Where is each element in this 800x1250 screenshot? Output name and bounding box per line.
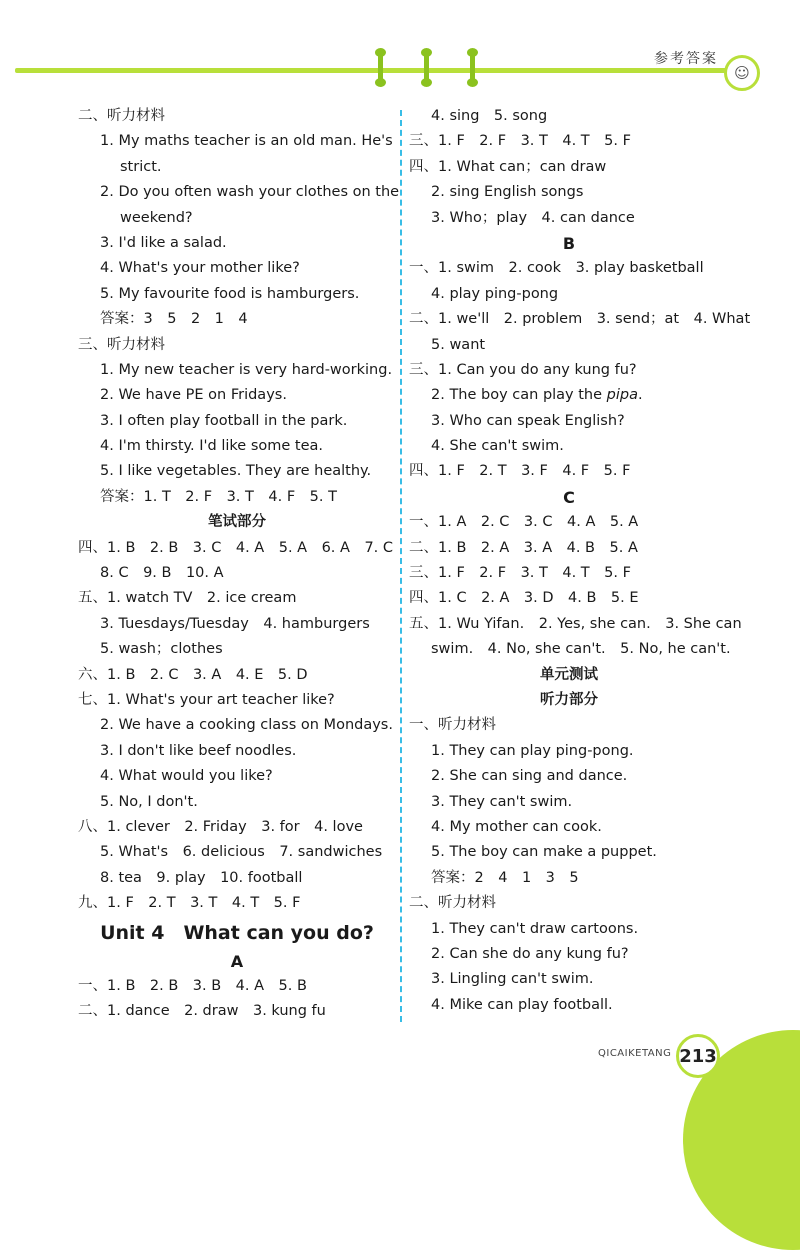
page-number: 213 [676,1034,720,1078]
answer-line: 5. No, I don't. [100,793,198,810]
answer-line: 4. play ping-pong [431,285,559,302]
answer-line: weekend? [120,209,193,226]
answer-key: 答案：2 4 1 3 5 [431,869,579,886]
section-title: 笔试部分 [208,514,266,531]
answer-line: 3. Lingling can't swim. [431,971,594,988]
footer-brand: QICAIKETANG [598,1048,672,1059]
answer-line: 二、1. dance 2. draw 3. kung fu [78,1003,326,1020]
answer-line: 1. My new teacher is very hard-working. [100,361,393,378]
answer-line: 3. Tuesdays/Tuesday 4. hamburgers [100,615,370,632]
answer-line: 5. What's 6. delicious 7. sandwiches [100,844,383,861]
left-column [78,104,400,1025]
answer-line: 3. I don't like beef noodles. [100,742,297,759]
answer-line: 5. wash；clothes [100,641,223,658]
answer-line: 8. tea 9. play 10. football [100,869,303,886]
answer-line: 2. sing English songs [431,184,584,201]
answer-line: 3. Who；play 4. can dance [431,209,635,226]
column-divider [400,110,402,1022]
answer-line: 3. Who can speak English? [431,412,625,429]
answer-line: 4. Mike can play football. [431,996,613,1013]
section-title: 单元测试 [540,666,598,683]
answer-line: 一、1. B 2. B 3. B 4. A 5. B [78,977,307,994]
section-heading: 三、听力材料 [78,336,165,353]
answer-text: . [638,387,643,404]
answer-line: 5. The boy can make a puppet. [431,844,657,861]
section-heading: 二、听力材料 [409,895,496,912]
answer-line: 四、1. C 2. A 3. D 4. B 5. E [409,590,639,607]
answer-line: 5. My favourite food is hamburgers. [100,285,360,302]
answer-line: 三、1. Can you do any kung fu? [409,361,637,378]
answer-line: 二、1. we'll 2. problem 3. send；at 4. What [409,311,751,328]
answer-line: strict. [120,158,162,175]
answer-line [409,383,729,408]
section-subtitle: 听力部分 [540,691,598,708]
answer-line: 2. She can sing and dance. [431,768,628,785]
answer-line: 2. Can she do any kung fu? [431,945,629,962]
answer-line: 2. We have PE on Fridays. [100,387,287,404]
answer-line: swim. 4. No, she can't. 5. No, he can't. [431,641,731,658]
answer-line: 8. C 9. B 10. A [100,565,224,582]
answer-text: 2. The boy can play the [431,387,607,404]
binder-peg-icon [378,50,383,84]
section-letter: C [563,487,575,507]
section-letter: A [230,951,244,971]
answer-line: 3. I often play football in the park. [100,412,348,429]
answer-line: 六、1. B 2. C 3. A 4. E 5. D [78,666,308,683]
answer-line: 三、1. F 2. F 3. T 4. T 5. F [409,565,631,582]
answer-line: 四、1. What can；can draw [409,158,607,175]
answer-line: 2. Do you often wash your clothes on the [100,184,400,201]
answer-line: 五、1. Wu Yifan. 2. Yes, she can. 3. She can [409,615,742,632]
answer-line: 四、1. F 2. T 3. F 4. F 5. F [409,463,631,480]
mascot-icon: ☺ [724,55,760,91]
answer-line: 4. I'm thirsty. I'd like some tea. [100,438,324,455]
answer-line: 七、1. What's your art teacher like? [78,691,335,708]
answer-line: 1. They can't draw cartoons. [431,920,639,937]
answer-line: 二、1. B 2. A 3. A 4. B 5. A [409,539,638,556]
answer-key: 答案：3 5 2 1 4 [100,311,248,328]
unit-title: Unit 4 What can you do? [100,921,374,944]
answer-line: 4. My mother can cook. [431,818,602,835]
section-heading: 一、听力材料 [409,717,496,734]
answer-line: 一、1. swim 2. cook 3. play basketball [409,260,704,277]
answer-line: 三、1. F 2. F 3. T 4. T 5. F [409,133,631,150]
answer-key: 答案：1. T 2. F 3. T 4. F 5. T [100,488,337,505]
binder-peg-icon [424,50,429,84]
answer-line: 3. I'd like a salad. [100,234,227,251]
answer-line: 1. My maths teacher is an old man. He's [100,133,393,150]
answer-line: 八、1. clever 2. Friday 3. for 4. love [78,818,363,835]
answer-line: 4. sing 5. song [431,108,548,124]
header-rule [15,68,730,73]
section-letter: B [562,233,576,253]
answer-line: 1. They can play ping-pong. [431,742,634,759]
answer-line: 5. want [431,336,486,353]
answer-line: 4. What would you like? [100,768,273,785]
answer-line: 四、1. B 2. B 3. C 4. A 5. A 6. A 7. C [78,539,394,556]
answer-line: 4. What's your mother like? [100,260,300,277]
answer-line: 五、1. watch TV 2. ice cream [78,590,297,607]
answer-line: 一、1. A 2. C 3. C 4. A 5. A [409,514,639,531]
answer-line: 3. They can't swim. [431,793,573,810]
answer-line: 九、1. F 2. T 3. T 4. T 5. F [78,895,301,912]
answer-line: 2. We have a cooking class on Mondays. [100,717,393,734]
section-heading: 二、听力材料 [78,108,165,124]
right-column [409,104,751,1018]
binder-peg-icon [470,50,475,84]
answer-line: 4. She can't swim. [431,438,564,455]
answer-italic: pipa [606,387,638,404]
header-label: 参考答案 [654,51,718,67]
answer-line: 5. I like vegetables. They are healthy. [100,463,372,480]
